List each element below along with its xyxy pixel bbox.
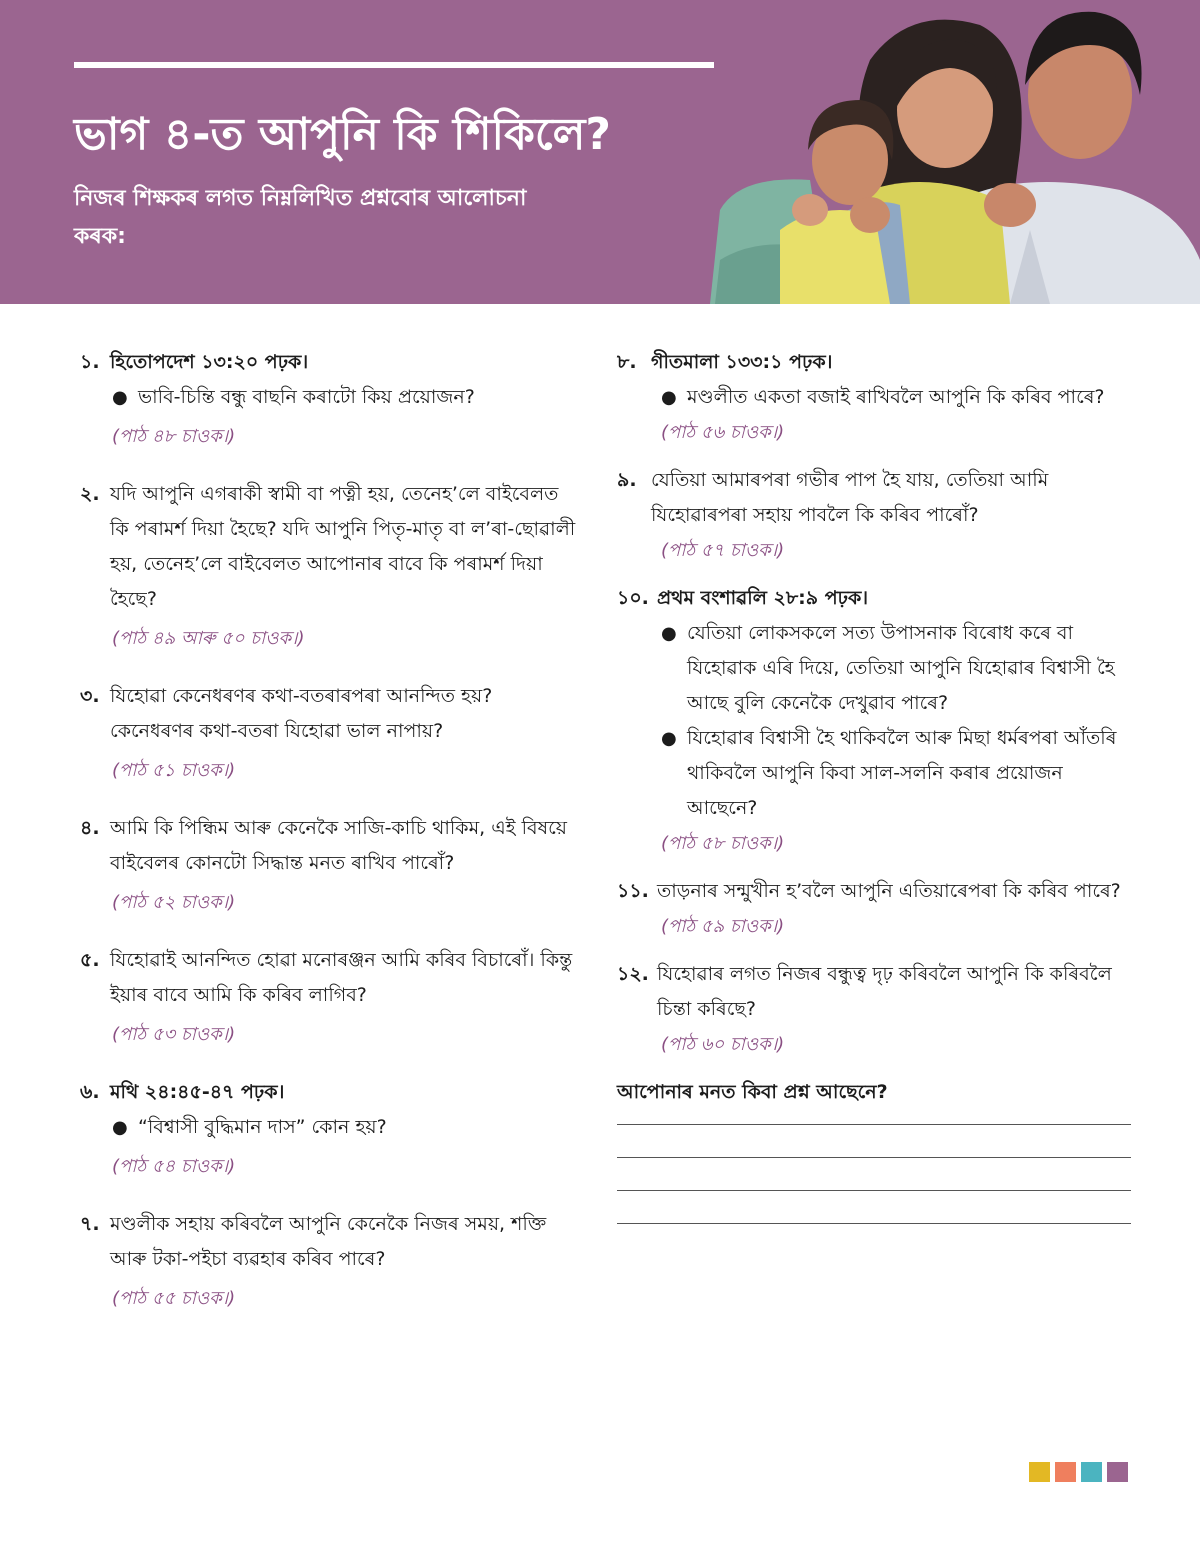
lesson-reference: (পাঠ ৫১ চাওক।) [112,760,236,781]
question-text: আমি কি পিন্ধিম আৰু কেনেকৈ সাজি-কাচি থাকিম, এই বিষয়ে বাইবেলৰ কোনটো সিদ্ধান্ত মনত ৰাখিব পাৰোঁ? [110,817,567,874]
note-line [617,1124,1131,1125]
lesson-reference: (পাঠ ৫৯ চাওক।) [661,916,785,937]
question-number: ৩. [80,685,100,707]
lesson-reference: (পাঠ ৫৪ চাওক।) [112,1156,236,1177]
question-8 [617,345,1137,449]
question-number: ১. [80,351,100,373]
question-number: ৬. [80,1081,100,1103]
lesson-reference: (পাঠ ৫৫ চাওক।) [112,1288,236,1309]
color-square-purple [1107,1462,1128,1482]
lesson-reference: (পাঠ ৫২ চাওক।) [112,892,236,913]
page-header [0,0,1200,304]
color-square-orange [1055,1462,1076,1482]
question-number: ৫. [80,949,100,971]
question-number: ২. [80,483,100,505]
lesson-reference: (পাঠ ৫৩ চাওক।) [112,1024,236,1045]
question-text: তাড়নাৰ সন্মুখীন হ’বলৈ আপুনি এতিয়াৰেপৰা কি কৰিব পাৰে? [657,880,1121,902]
bullet-icon: ● [112,1117,128,1138]
lesson-reference: (পাঠ ৫৮ চাওক।) [661,833,785,854]
page-subtitle: নিজৰ শিক্ষকৰ লগত নিম্নলিখিত প্ৰশ্নবোৰ আলোচনা কৰক: [74,186,527,249]
note-line [617,1223,1131,1224]
question-text: যদি আপুনি এগৰাকী স্বামী বা পত্নী হয়, তেনেহ’লে বাইবেলত কি পৰামৰ্শ দিয়া হৈছে? যদি আপুনি পিতৃ-মাতৃ বা ল’ৰা-ছোৱালী হয়, তেনেহ’লে বাইবেলত আপোনাৰ বাবে কি পৰামৰ্শ দিয়া হৈছে? [110,483,576,610]
question-number: ৪. [80,817,100,839]
lesson-reference: (পাঠ ৫৬ চাওক।) [661,422,785,443]
question-number: ১১. [617,880,649,902]
question-3 [80,679,580,787]
question-bullet: ● মণ্ডলীত একতা বজাই ৰাখিবলৈ আপুনি কি কৰিব পাৰে? [661,380,1137,415]
question-9 [617,463,1137,567]
family-praying-image [700,0,1200,304]
question-4 [80,811,580,919]
notes-section [617,1075,1137,1224]
question-number: ৭. [80,1213,100,1235]
question-bullet: ● “বিশ্বাসী বুদ্ধিমান দাস” কোন হয়? [112,1110,580,1145]
question-5 [80,943,580,1051]
question-text: প্ৰথম বংশাৱলি ২৮:৯ পঢ়ক। [657,587,869,609]
question-11 [617,874,1137,943]
question-2 [80,477,580,655]
question-6 [80,1075,580,1183]
question-bullet: ● যেতিয়া লোকসকলে সত্য উপাসনাক বিৰোধ কৰে বা যিহোৱাক এৰি দিয়ে, তেতিয়া আপুনি যিহোৱাৰ বিশ্বাসী হৈ আছে বুলি কেনেকৈ দেখুৱাব পাৰে? [661,616,1137,721]
question-number: ১২. [617,963,649,985]
bullet-icon: ● [661,387,677,408]
footer-color-squares [1029,1462,1128,1482]
question-bullet: ● যিহোৱাৰ বিশ্বাসী হৈ থাকিবলৈ আৰু মিছা ধৰ্মৰপৰা আঁতৰি থাকিবলৈ আপুনি কিবা সাল-সলনি কৰাৰ প্ৰয়োজন আছেনে? [661,721,1137,826]
question-10 [617,581,1137,860]
lesson-reference: (পাঠ ৬০ চাওক।) [661,1034,785,1055]
question-number: ৮. [617,351,637,373]
bullet-icon: ● [661,728,677,749]
note-line [617,1190,1131,1191]
question-text: যিহোৱাই আনন্দিত হোৱা মনোৰঞ্জন আমি কৰিব বিচাৰোঁ। কিন্তু ইয়াৰ বাবে আমি কি কৰিব লাগিব? [110,949,573,1006]
bullet-icon: ● [661,623,677,644]
question-text: যিহোৱা কেনেধৰণৰ কথা-বতৰাৰপৰা আনন্দিত হয়? কেনেধৰণৰ কথা-বতৰা যিহোৱা ভাল নাপায়? [110,685,493,742]
question-1 [80,345,580,453]
color-square-yellow [1029,1462,1050,1482]
questions-right-column [617,345,1137,1224]
question-7 [80,1207,580,1315]
color-square-teal [1081,1462,1102,1482]
question-number: ১০. [617,587,649,609]
note-line [617,1157,1131,1158]
lesson-reference: (পাঠ ৫৭ চাওক।) [661,540,785,561]
question-text: মণ্ডলীক সহায় কৰিবলৈ আপুনি কেনেকৈ নিজৰ সময়, শক্তি আৰু টকা-পইচা ব্যৱহাৰ কৰিব পাৰে? [110,1213,547,1270]
question-text: হিতোপদেশ ১৩:২০ পঢ়ক। [110,351,309,373]
question-text: গীতমালা ১৩৩:১ পঢ়ক। [651,351,833,373]
question-12 [617,957,1137,1061]
lesson-reference: (পাঠ ৪৮ চাওক।) [112,426,236,447]
question-text: যেতিয়া আমাৰপৰা গভীৰ পাপ হৈ যায়, তেতিয়া আমি যিহোৱাৰপৰা সহায় পাবলৈ কি কৰিব পাৰোঁ? [651,469,1049,526]
bullet-icon: ● [112,387,128,408]
question-number: ৯. [617,469,637,491]
question-bullet: ● ভাবি-চিন্তি বন্ধু বাছনি কৰাটো কিয় প্ৰয়োজন? [112,380,580,415]
question-text: যিহোৱাৰ লগত নিজৰ বন্ধুত্ব দৃঢ় কৰিবলৈ আপুনি কি কৰিবলৈ চিন্তা কৰিছে? [657,963,1112,1020]
question-text: মথি ২৪:৪৫-৪৭ পঢ়ক। [110,1081,285,1103]
page-title: ভাগ ৪-ত আপুনি কি শিকিলে? [74,109,611,160]
header-rule [74,62,714,68]
notes-heading: আপোনাৰ মনত কিবা প্ৰশ্ন আছেনে? [617,1081,888,1103]
questions-left-column [80,345,580,1339]
lesson-reference: (পাঠ ৪৯ আৰু ৫০ চাওক।) [112,628,305,649]
